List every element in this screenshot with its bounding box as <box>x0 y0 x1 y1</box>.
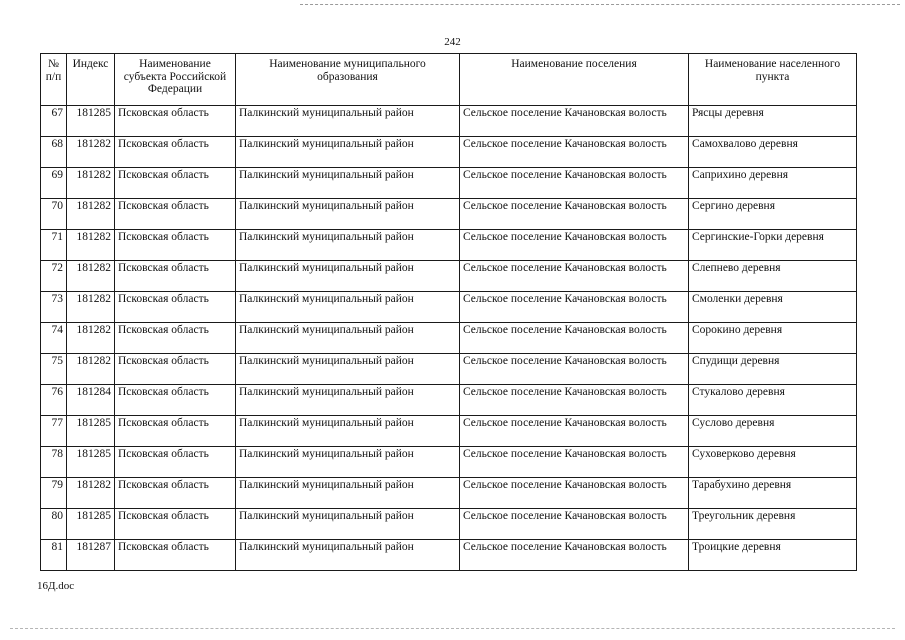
municipality-cell: Палкинский муниципальный район <box>236 509 460 540</box>
settlement-cell: Сельское поселение Качановская волость <box>460 478 689 509</box>
settlement-cell: Сельское поселение Качановская волость <box>460 540 689 571</box>
footer-filename: 16Д.doc <box>37 580 75 592</box>
locality-cell: Троицкие деревня <box>689 540 857 571</box>
subject-cell: Псковская область <box>115 354 236 385</box>
subject-cell: Псковская область <box>115 478 236 509</box>
locality-cell: Самохвалово деревня <box>689 137 857 168</box>
subject-cell: Псковская область <box>115 385 236 416</box>
settlement-cell: Сельское поселение Качановская волость <box>460 261 689 292</box>
scan-edge-top <box>300 4 900 5</box>
table-body <box>41 106 857 571</box>
locality-cell: Сергино деревня <box>689 199 857 230</box>
table-header-row <box>41 54 857 106</box>
table-row <box>41 509 857 540</box>
settlement-cell: Сельское поселение Качановская волость <box>460 106 689 137</box>
municipality-cell: Палкинский муниципальный район <box>236 292 460 323</box>
row-number-cell: 78 <box>41 447 67 478</box>
settlement-cell: Сельское поселение Качановская волость <box>460 230 689 261</box>
settlement-cell: Сельское поселение Качановская волость <box>460 199 689 230</box>
municipality-cell: Палкинский муниципальный район <box>236 261 460 292</box>
municipality-cell: Палкинский муниципальный район <box>236 447 460 478</box>
scan-edge-bottom <box>10 628 895 629</box>
postal-index-cell: 181282 <box>67 323 115 354</box>
locality-cell: Смоленки деревня <box>689 292 857 323</box>
table-row <box>41 540 857 571</box>
row-number-cell: 69 <box>41 168 67 199</box>
table-row <box>41 323 857 354</box>
municipality-cell: Палкинский муниципальный район <box>236 323 460 354</box>
row-number-cell: 72 <box>41 261 67 292</box>
row-number-cell: 67 <box>41 106 67 137</box>
municipality-cell: Палкинский муниципальный район <box>236 540 460 571</box>
locality-cell: Рясцы деревня <box>689 106 857 137</box>
subject-cell: Псковская область <box>115 540 236 571</box>
table-row <box>41 199 857 230</box>
subject-cell: Псковская область <box>115 447 236 478</box>
locality-cell: Слепнево деревня <box>689 261 857 292</box>
table-row <box>41 354 857 385</box>
row-number-cell: 80 <box>41 509 67 540</box>
subject-cell: Псковская область <box>115 261 236 292</box>
locality-cell: Спудищи деревня <box>689 354 857 385</box>
row-number-cell: 77 <box>41 416 67 447</box>
locality-cell: Стукалово деревня <box>689 385 857 416</box>
postal-index-cell: 181282 <box>67 478 115 509</box>
subject-cell: Псковская область <box>115 292 236 323</box>
subject-cell: Псковская область <box>115 137 236 168</box>
settlement-cell: Сельское поселение Качановская волость <box>460 137 689 168</box>
row-number-cell: 74 <box>41 323 67 354</box>
postal-index-cell: 181282 <box>67 199 115 230</box>
row-number-cell: 81 <box>41 540 67 571</box>
locality-cell: Саприхино деревня <box>689 168 857 199</box>
table-row <box>41 385 857 416</box>
header-number: № п/п <box>41 54 67 106</box>
postal-index-cell: 181284 <box>67 385 115 416</box>
locality-cell: Сорокино деревня <box>689 323 857 354</box>
page-number: 242 <box>444 36 461 48</box>
settlement-cell: Сельское поселение Качановская волость <box>460 323 689 354</box>
settlement-cell: Сельское поселение Качановская волость <box>460 509 689 540</box>
row-number-cell: 70 <box>41 199 67 230</box>
locality-cell: Треугольник деревня <box>689 509 857 540</box>
row-number-cell: 73 <box>41 292 67 323</box>
postal-index-cell: 181282 <box>67 292 115 323</box>
table-row <box>41 261 857 292</box>
row-number-cell: 68 <box>41 137 67 168</box>
postal-index-cell: 181282 <box>67 137 115 168</box>
subject-cell: Псковская область <box>115 168 236 199</box>
municipality-cell: Палкинский муниципальный район <box>236 416 460 447</box>
subject-cell: Псковская область <box>115 416 236 447</box>
postal-index-cell: 181285 <box>67 106 115 137</box>
table-row <box>41 292 857 323</box>
postal-index-cell: 181285 <box>67 509 115 540</box>
header-settlement: Наименование поселения <box>460 54 689 106</box>
municipality-cell: Палкинский муниципальный район <box>236 478 460 509</box>
postal-index-cell: 181285 <box>67 447 115 478</box>
settlement-cell: Сельское поселение Качановская волость <box>460 354 689 385</box>
municipality-cell: Палкинский муниципальный район <box>236 354 460 385</box>
table-row <box>41 447 857 478</box>
row-number-cell: 79 <box>41 478 67 509</box>
subject-cell: Псковская область <box>115 106 236 137</box>
municipality-cell: Палкинский муниципальный район <box>236 168 460 199</box>
municipality-cell: Палкинский муниципальный район <box>236 230 460 261</box>
header-locality: Наименование населенного пункта <box>689 54 857 106</box>
locality-cell: Суслово деревня <box>689 416 857 447</box>
settlements-table <box>40 53 857 571</box>
municipality-cell: Палкинский муниципальный район <box>236 106 460 137</box>
table-row <box>41 478 857 509</box>
locality-cell: Сергинские-Горки деревня <box>689 230 857 261</box>
row-number-cell: 75 <box>41 354 67 385</box>
settlement-cell: Сельское поселение Качановская волость <box>460 416 689 447</box>
subject-cell: Псковская область <box>115 199 236 230</box>
postal-index-cell: 181285 <box>67 416 115 447</box>
subject-cell: Псковская область <box>115 323 236 354</box>
subject-cell: Псковская область <box>115 230 236 261</box>
table-row <box>41 230 857 261</box>
row-number-cell: 71 <box>41 230 67 261</box>
settlement-cell: Сельское поселение Качановская волость <box>460 447 689 478</box>
settlement-cell: Сельское поселение Качановская волость <box>460 168 689 199</box>
municipality-cell: Палкинский муниципальный район <box>236 385 460 416</box>
row-number-cell: 76 <box>41 385 67 416</box>
locality-cell: Тарабухино деревня <box>689 478 857 509</box>
postal-index-cell: 181287 <box>67 540 115 571</box>
locality-cell: Суховерково деревня <box>689 447 857 478</box>
header-municipality: Наименование муниципального образования <box>236 54 460 106</box>
settlement-cell: Сельское поселение Качановская волость <box>460 385 689 416</box>
table-row <box>41 416 857 447</box>
header-subject: Наименование субъекта Российской Федерации <box>115 54 236 106</box>
settlement-cell: Сельское поселение Качановская волость <box>460 292 689 323</box>
table-row <box>41 137 857 168</box>
postal-index-cell: 181282 <box>67 261 115 292</box>
municipality-cell: Палкинский муниципальный район <box>236 137 460 168</box>
subject-cell: Псковская область <box>115 509 236 540</box>
municipality-cell: Палкинский муниципальный район <box>236 199 460 230</box>
postal-index-cell: 181282 <box>67 354 115 385</box>
table-row <box>41 168 857 199</box>
postal-index-cell: 181282 <box>67 168 115 199</box>
header-index: Индекс <box>67 54 115 106</box>
postal-index-cell: 181282 <box>67 230 115 261</box>
table-row <box>41 106 857 137</box>
